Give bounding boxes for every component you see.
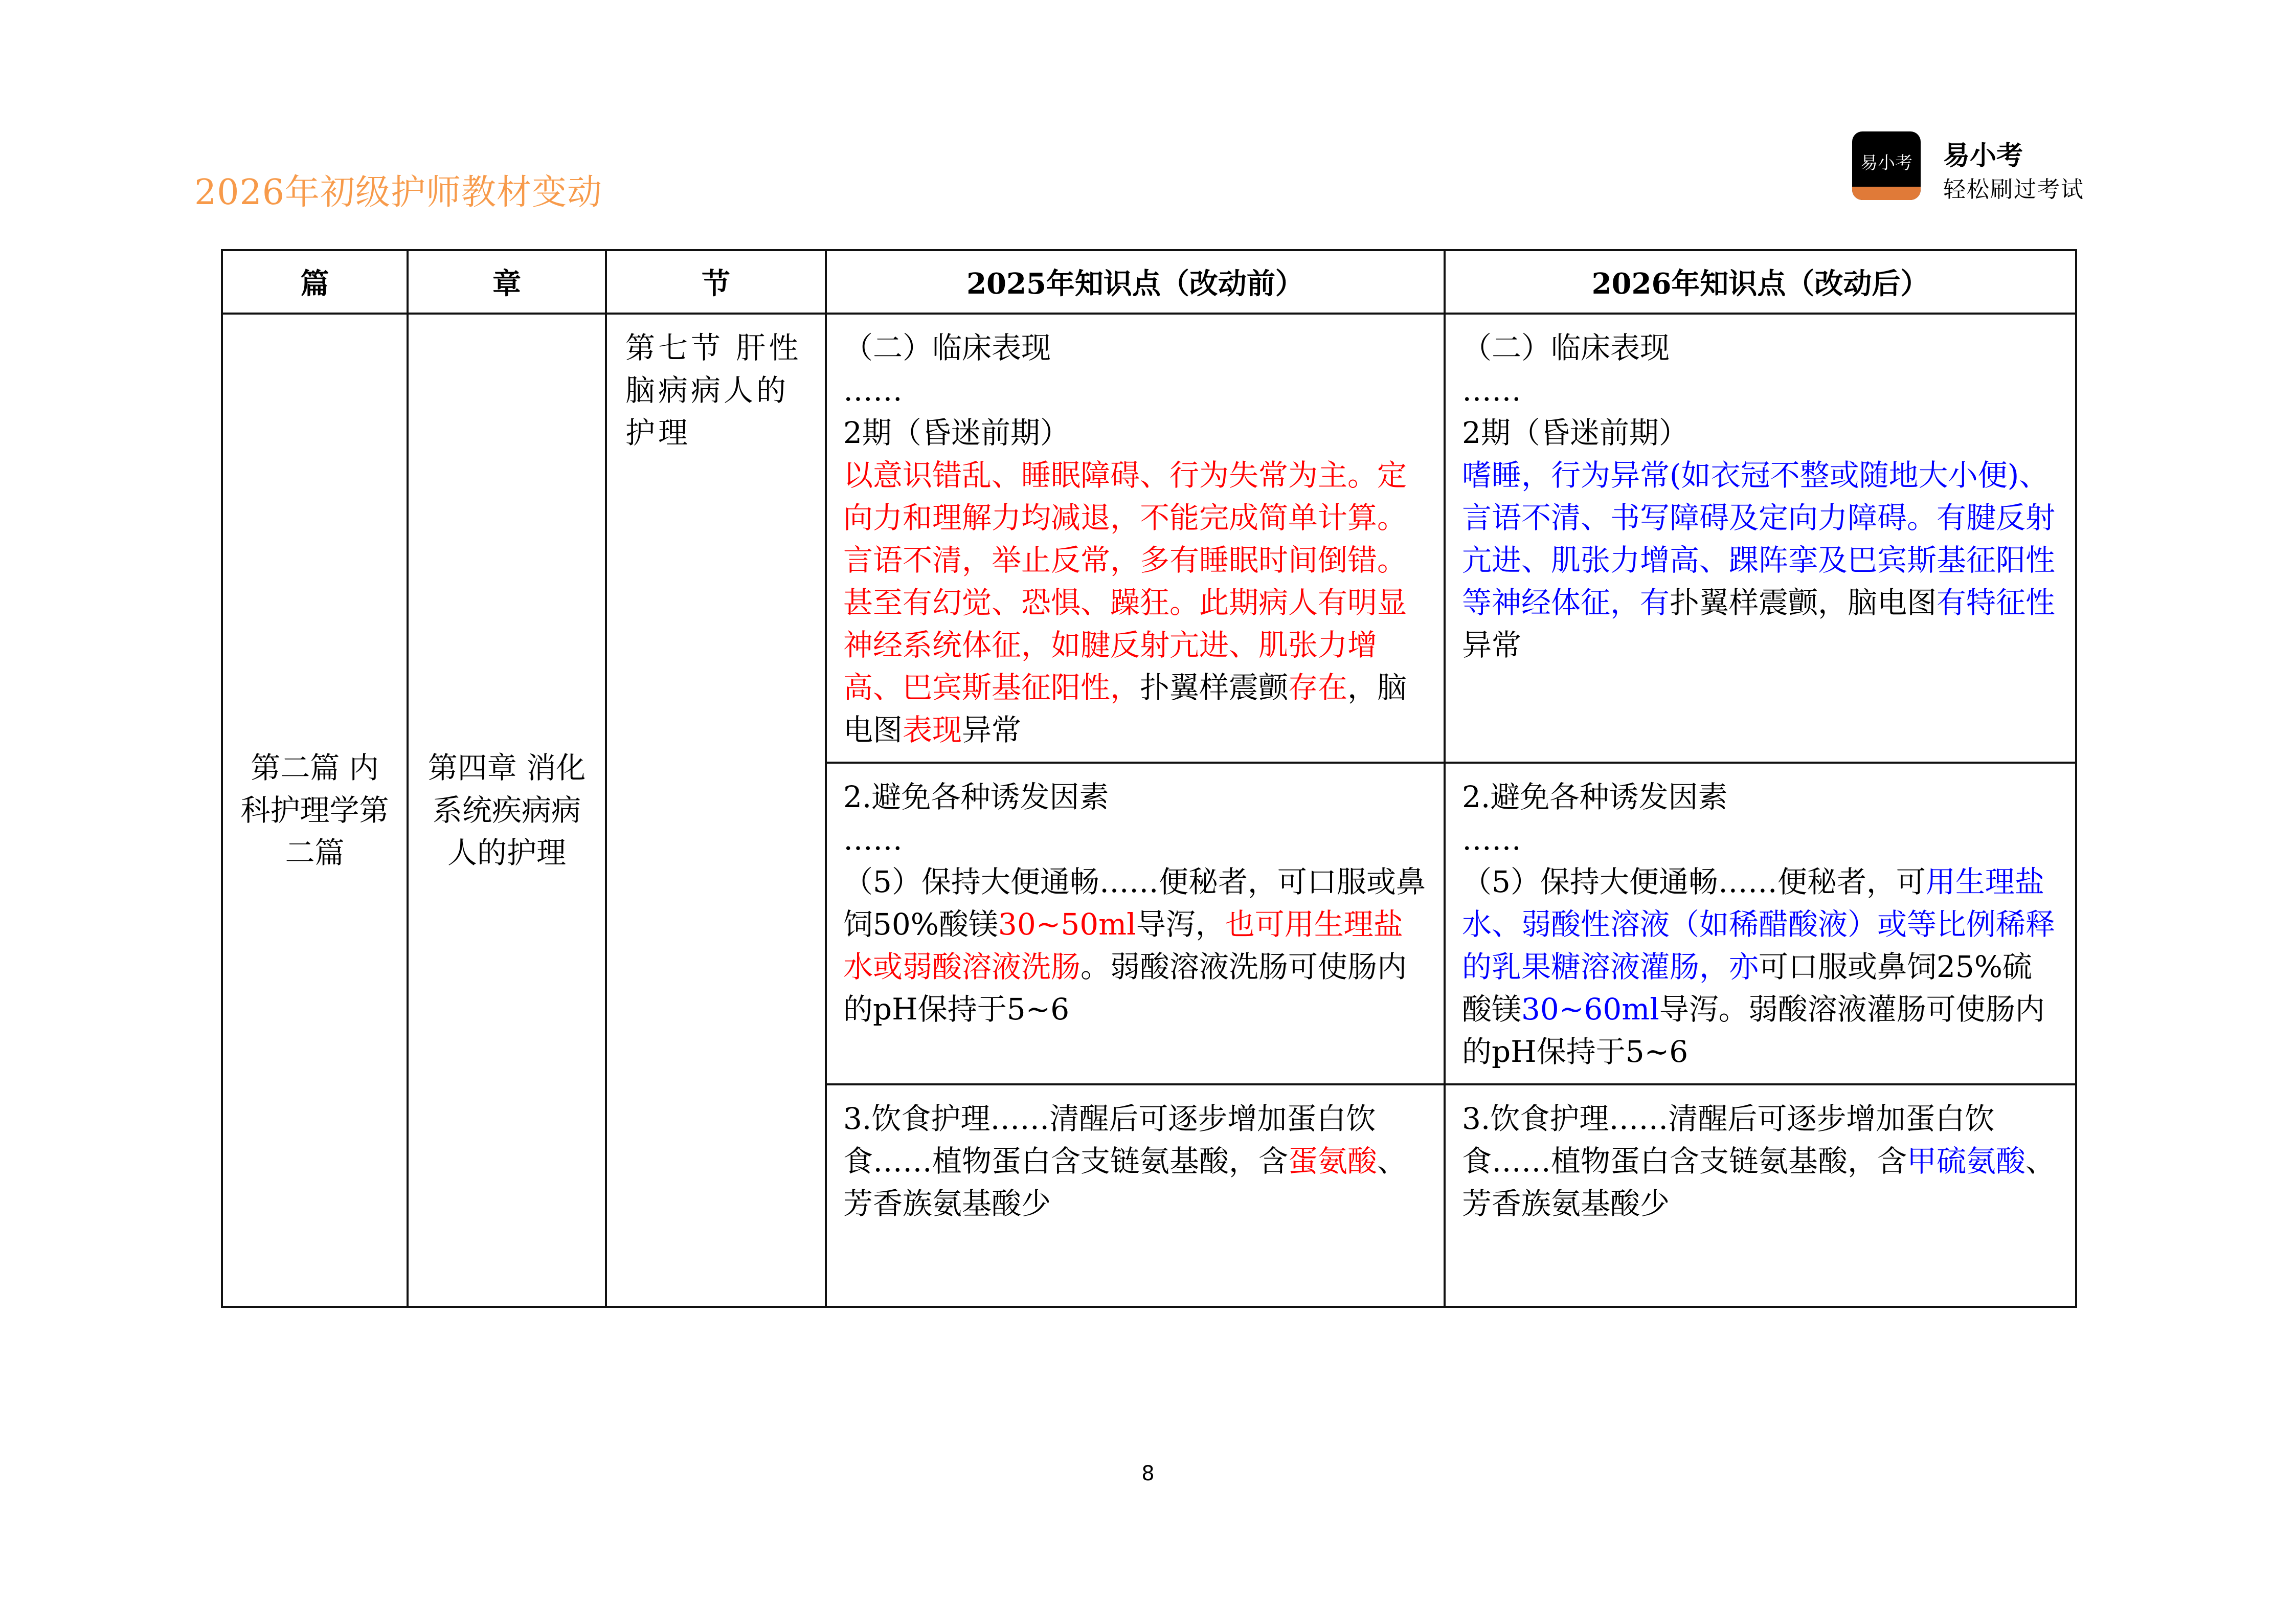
part-cell: 第二篇 内科护理学第二篇: [222, 314, 408, 1307]
col-header-part: 篇: [222, 250, 408, 314]
text-run: 2.避免各种诱发因素: [843, 780, 1109, 814]
text-run: ，脑电图: [843, 670, 1407, 747]
document-title: 2026年初级护师教材变动: [194, 172, 603, 213]
text-run: （5）保持大便通畅……便秘者，可: [1462, 864, 1926, 899]
text-run: （5）保持大便通畅……便秘者，可口服或鼻饲50%酸镁: [843, 864, 1426, 942]
text-run: （二）临床表现: [843, 330, 1051, 365]
text-run: ……: [843, 373, 903, 408]
before-cell: [826, 1084, 1445, 1307]
added-text: 嗜睡，行为异常(如衣冠不整或随地大小便)、言语不清、书写障碍及定向力障碍。有腱反射亢进、肌张力增高、踝阵挛及巴宾斯基征阳性等神经体征，有: [1462, 458, 2056, 620]
text-run: 2期（昏迷前期）: [1462, 415, 1689, 450]
text-run: ……: [1462, 822, 1521, 857]
text-run: 3.饮食护理……清醒后可逐步增加蛋白饮食……植物蛋白含支链氨基酸，含: [843, 1101, 1376, 1178]
chapter-cell: 第四章 消化系统疾病病人的护理: [408, 314, 606, 1307]
logo-stripe: [1852, 187, 1921, 200]
removed-text: 也可用生理盐水或弱酸溶液洗肠: [843, 907, 1403, 984]
text-run: 2.避免各种诱发因素: [1462, 780, 1728, 814]
before-cell: [826, 314, 1445, 763]
added-text: 有特征性: [1937, 585, 2056, 620]
table-header-row: [222, 250, 2076, 314]
col-header-chapter: 章: [408, 250, 606, 314]
text-run: 导泻。弱酸溶液灌肠可使肠内的pH保持于5~6: [1462, 992, 2045, 1069]
after-cell: [1445, 763, 2076, 1084]
removed-text: 存在: [1288, 670, 1348, 705]
before-cell: [826, 763, 1445, 1084]
text-run: 扑翼样震颤: [1140, 670, 1289, 705]
text-run: 2期（昏迷前期）: [843, 415, 1070, 450]
table-row: [222, 314, 2076, 763]
text-run: 异常: [962, 713, 1022, 747]
text-run: 3.饮食护理……清醒后可逐步增加蛋白饮食……植物蛋白含支链氨基酸，含: [1462, 1101, 1995, 1178]
col-header-section: 节: [606, 250, 826, 314]
text-run: ……: [1462, 373, 1521, 408]
removed-text: 30~50ml: [998, 907, 1136, 942]
col-header-after: 2026年知识点（改动后）: [1445, 250, 2076, 314]
col-header-before: 2025年知识点（改动前）: [826, 250, 1445, 314]
removed-text: 表现: [903, 713, 962, 747]
after-cell: [1445, 314, 2076, 763]
brand-slogan: 轻松刷过考试: [1943, 176, 2084, 203]
removed-text: 蛋氨酸: [1288, 1144, 1378, 1178]
after-cell: [1445, 1084, 2076, 1307]
section-cell: 第七节 肝性脑病病人的护理: [606, 314, 826, 1307]
brand-logo-icon: [1852, 131, 1921, 200]
text-run: 、芳香族氨基酸少: [843, 1144, 1407, 1221]
text-run: （二）临床表现: [1462, 330, 1670, 365]
logo-text: 易小考: [1860, 153, 1912, 173]
brand-name: 易小考: [1943, 141, 2023, 171]
added-text: 30~60ml: [1521, 992, 1659, 1027]
removed-text: 以意识错乱、睡眠障碍、行为失常为主。定向力和理解力均减退，不能完成简单计算。言语不清，举止反常，多有睡眠时间倒错。甚至有幻觉、恐惧、躁狂。此期病人有明显神经系统体征，如腱反射亢进、肌张力增高、巴宾斯基征阳性，: [843, 458, 1407, 705]
page-number: 8: [1141, 1462, 1155, 1485]
text-run: 扑翼样震颤，脑电图: [1670, 585, 1937, 620]
text-run: ……: [843, 822, 903, 857]
text-run: 。弱酸溶液洗肠可使肠内的pH保持于5~6: [843, 949, 1407, 1027]
added-text: 甲硫氨酸: [1907, 1144, 2026, 1178]
changes-table: [221, 249, 2077, 1308]
added-text: 用生理盐水、弱酸性溶液（如稀醋酸液）或等比例稀释的乳果糖溶液灌肠，亦: [1462, 864, 2056, 984]
text-run: 异常: [1462, 628, 1522, 662]
text-run: 可口服或鼻饲25%硫酸镁: [1462, 949, 2032, 1027]
text-run: 、芳香族氨基酸少: [1462, 1144, 2056, 1221]
text-run: 导泻，: [1136, 907, 1225, 942]
